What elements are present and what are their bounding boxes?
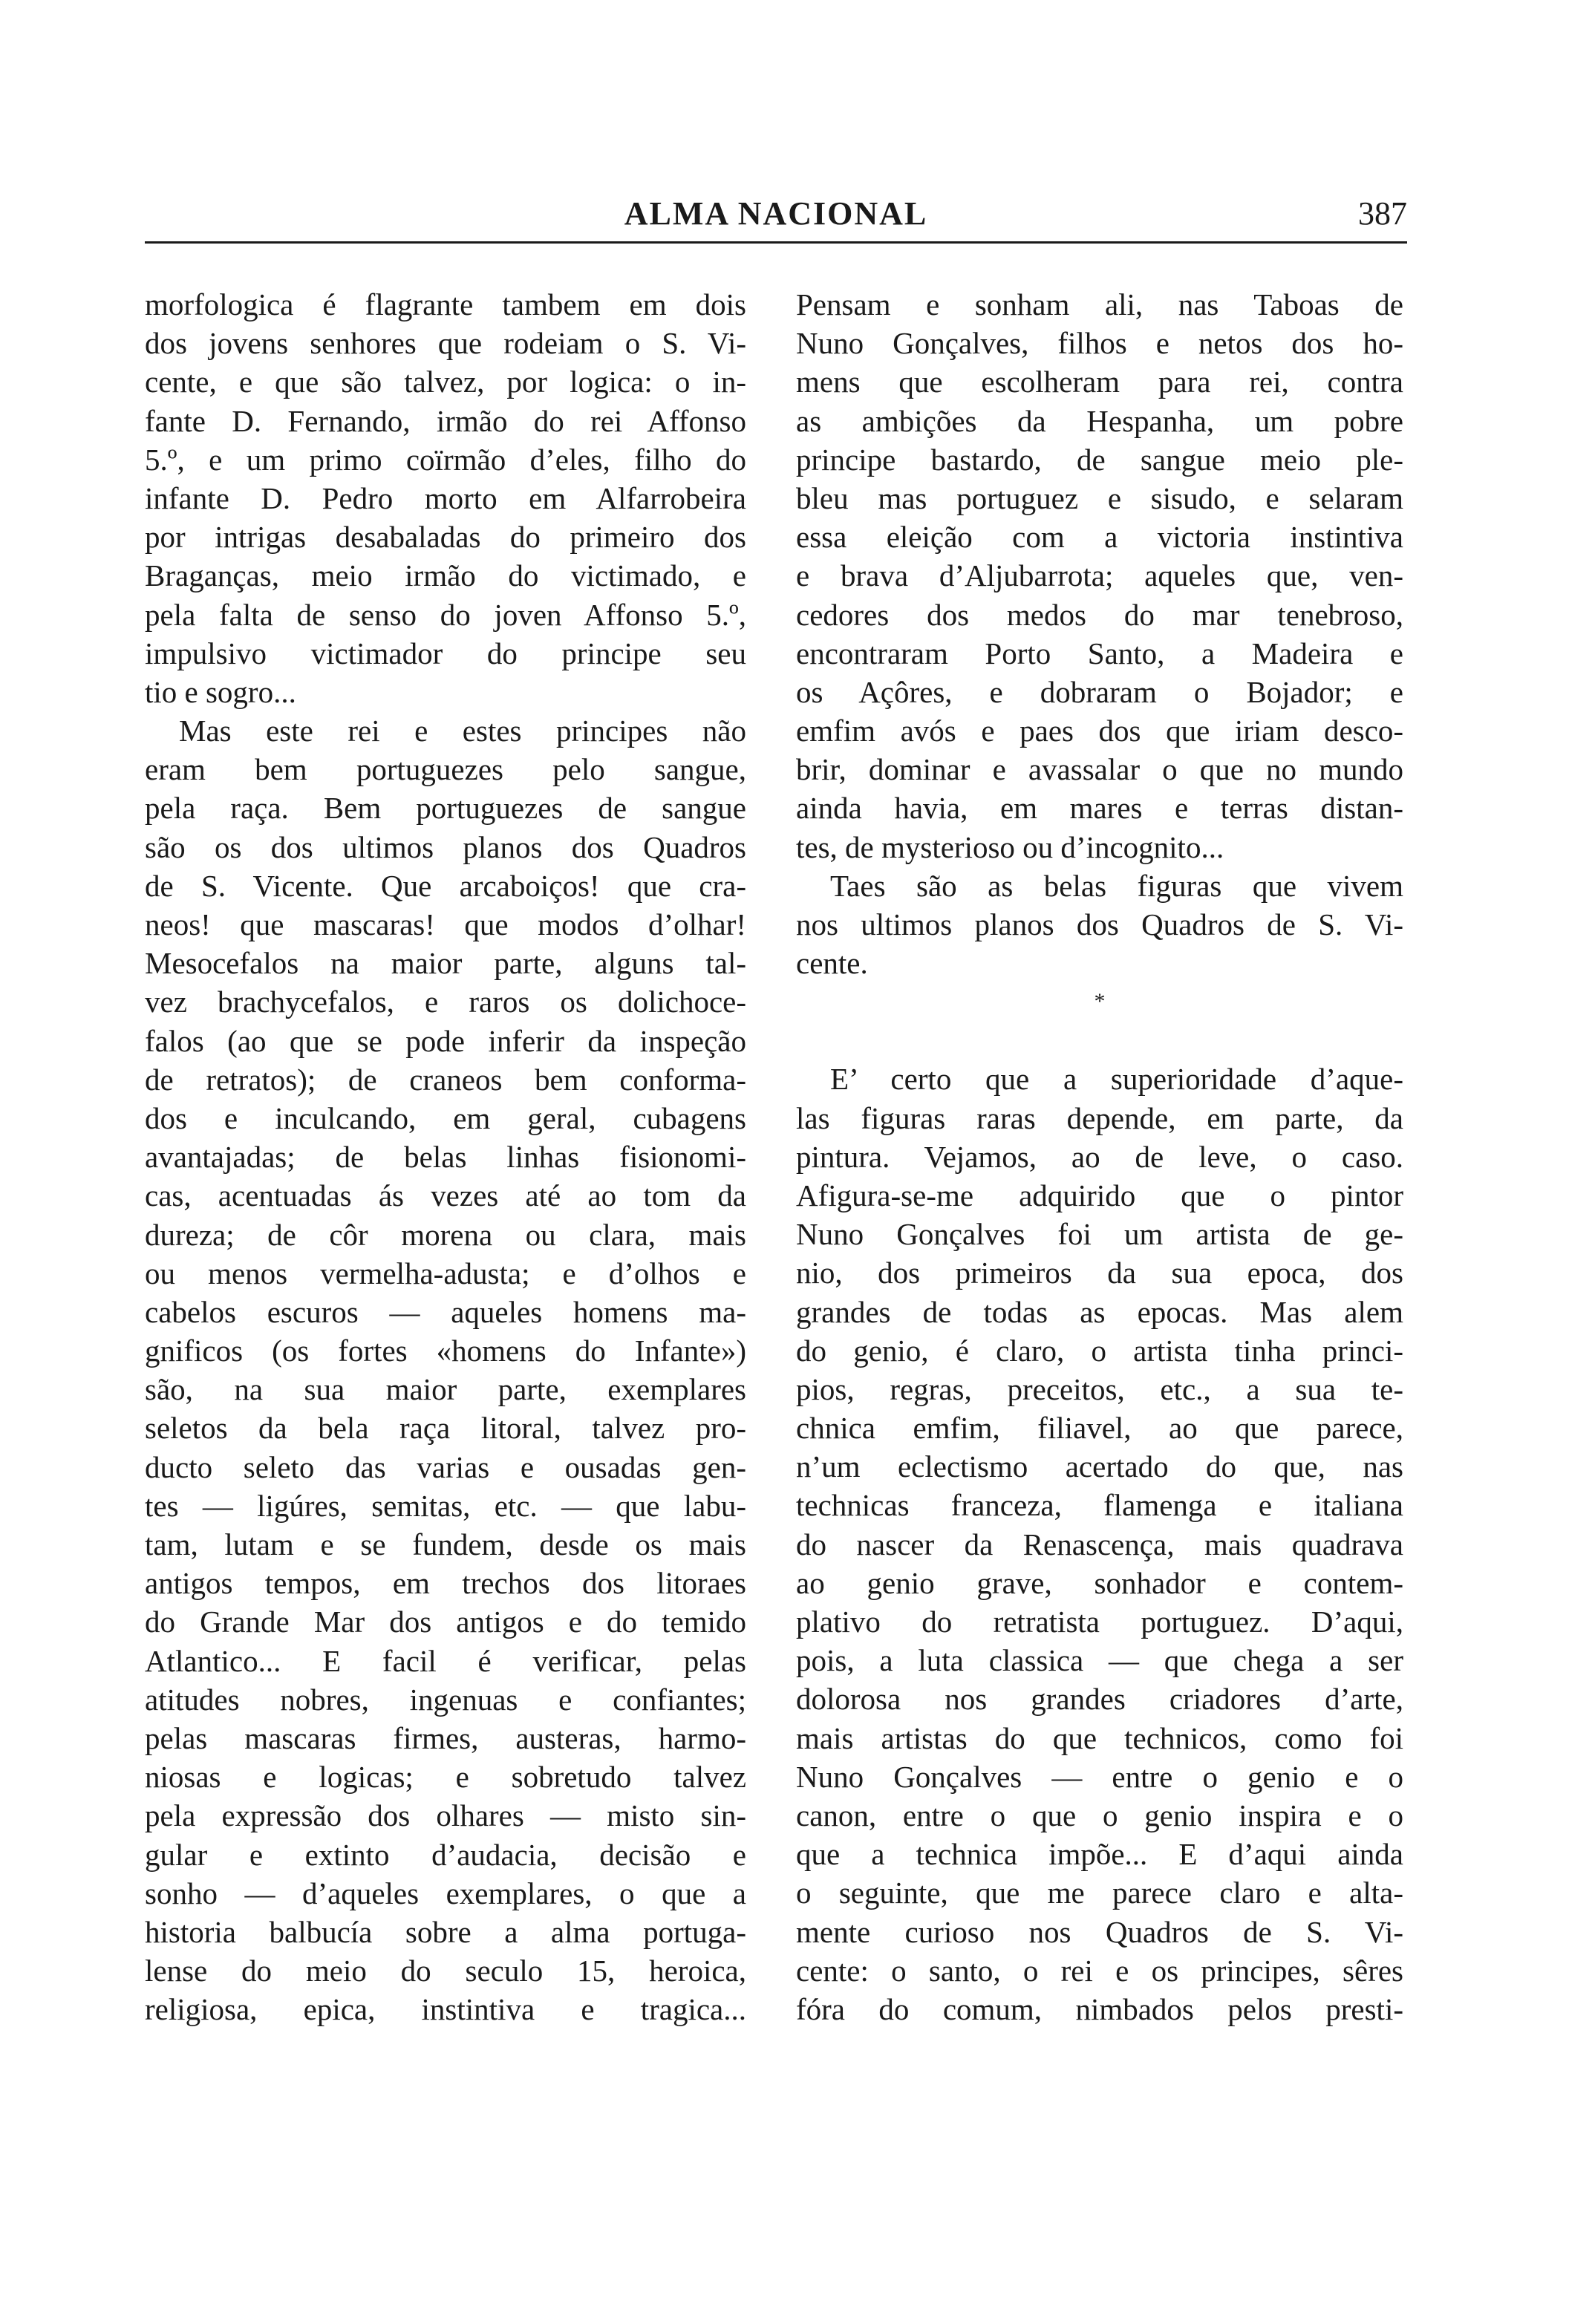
text-line: o seguinte, que me parece claro e alta- bbox=[796, 1876, 1403, 1910]
text-line: seletos da bela raça litoral, talvez pro- bbox=[145, 1411, 746, 1446]
text-line: brir, dominar e avassalar o que no mundo bbox=[796, 752, 1403, 787]
text-line: pelas mascaras firmes, austeras, harmo- bbox=[145, 1720, 746, 1755]
text-line: Nuno Gonçalves foi um artista de ge- bbox=[796, 1217, 1403, 1252]
running-title: ALMA NACIONAL bbox=[624, 195, 928, 232]
text-line: niosas e logicas; e sobretudo talvez bbox=[145, 1760, 746, 1795]
text-line: antigos tempos, em trechos dos litoraes bbox=[145, 1566, 746, 1601]
text-line: e brava d’Aljubarrota; aqueles que, ven- bbox=[796, 558, 1403, 593]
text-line: cedores dos medos do mar tenebroso, bbox=[796, 597, 1403, 632]
text-line: mais artistas do que technicos, como foi bbox=[796, 1720, 1403, 1755]
text-line: Braganças, meio irmão do victimado, e bbox=[145, 558, 746, 593]
text-line: são os dos ultimos planos dos Quadros bbox=[145, 829, 746, 864]
text-line: avantajadas; de belas linhas fisionomi- bbox=[145, 1140, 746, 1175]
text-line: pela raça. Bem portuguezes de sangue bbox=[145, 791, 746, 826]
text-line: Atlantico... E facil é verificar, pelas bbox=[145, 1643, 746, 1678]
text-line: infante D. Pedro morto em Alfarrobeira bbox=[145, 480, 746, 515]
text-line: historia balbucía sobre a alma portuga- bbox=[145, 1914, 746, 1949]
text-line: pela falta de senso do joven Affonso 5.º, bbox=[145, 597, 746, 632]
text-line: plativo do retratista portuguez. D’aqui, bbox=[796, 1605, 1403, 1639]
text-line: Mesocefalos na maior parte, alguns tal- bbox=[145, 946, 746, 981]
text-line: technicas franceza, flamenga e italiana bbox=[796, 1488, 1403, 1523]
text-line: eram bem portuguezes pelo sangue, bbox=[145, 752, 746, 787]
text-line: ou menos vermelha-adusta; e d’olhos e bbox=[145, 1256, 746, 1290]
text-line: pela expressão dos olhares — misto sin- bbox=[145, 1798, 746, 1833]
text-line: tes, de mysterioso ou d’incognito... bbox=[796, 829, 1224, 864]
text-line: dos jovens senhores que rodeiam o S. Vi- bbox=[145, 326, 746, 361]
text-line: chnica emfim, filiavel, ao que parece, bbox=[796, 1411, 1403, 1446]
text-line: nos ultimos planos dos Quadros de S. Vi- bbox=[796, 907, 1403, 941]
text-line: encontraram Porto Santo, a Madeira e bbox=[796, 636, 1403, 670]
text-line: n’um eclectismo acertado do que, nas bbox=[796, 1449, 1403, 1484]
text-line: de S. Vicente. Que arcaboiços! que cra- bbox=[145, 868, 746, 903]
text-line: dolorosa nos grandes criadores d’arte, bbox=[796, 1682, 1403, 1717]
text-line: emfim avós e paes dos que iriam desco- bbox=[796, 714, 1403, 748]
right-column bbox=[796, 285, 1403, 2028]
text-line: fóra do comum, nimbados pelos presti- bbox=[796, 1991, 1403, 2026]
text-line: sonho — d’aqueles exemplares, o que a bbox=[145, 1876, 746, 1910]
text-line: grandes de todas as epocas. Mas alem bbox=[796, 1294, 1403, 1329]
section-separator: * bbox=[1094, 989, 1106, 1014]
text-line: nio, dos primeiros da sua epoca, dos bbox=[796, 1256, 1403, 1290]
text-line: tio e sogro... bbox=[145, 674, 296, 709]
text-line: ao genio grave, sonhador e contem- bbox=[796, 1565, 1403, 1600]
text-line: tes — ligúres, semitas, etc. — que labu- bbox=[145, 1488, 746, 1523]
left-column bbox=[145, 285, 746, 2028]
text-line: os Açôres, e dobraram o Bojador; e bbox=[796, 674, 1403, 709]
text-line: cente. bbox=[796, 946, 868, 981]
text-line: Nuno Gonçalves, filhos e netos dos ho- bbox=[796, 326, 1403, 361]
page-header bbox=[145, 195, 1407, 236]
text-line: que a technica impõe... E d’aqui ainda bbox=[796, 1837, 1403, 1872]
text-line: principe bastardo, de sangue meio ple- bbox=[796, 442, 1403, 477]
text-line: 5.º, e um primo coïrmão d’eles, filho do bbox=[145, 442, 746, 477]
text-line: dureza; de côr morena ou clara, mais bbox=[145, 1217, 746, 1252]
text-line: E’ certo que a superioridade d’aque- bbox=[830, 1062, 1403, 1097]
text-line: ainda havia, em mares e terras distan- bbox=[796, 791, 1403, 826]
text-line: gular e extinto d’audacia, decisão e bbox=[145, 1837, 746, 1872]
text-line: mente curioso nos Quadros de S. Vi- bbox=[796, 1914, 1403, 1949]
text-line: as ambições da Hespanha, um pobre bbox=[796, 403, 1403, 438]
text-line: canon, entre o que o genio inspira e o bbox=[796, 1798, 1403, 1832]
text-line: Pensam e sonham ali, nas Taboas de bbox=[796, 287, 1403, 321]
text-line: do genio, é claro, o artista tinha princi- bbox=[796, 1333, 1403, 1368]
text-line: dos e inculcando, em geral, cubagens bbox=[145, 1100, 746, 1135]
text-line: morfologica é flagrante tambem em dois bbox=[145, 287, 746, 321]
text-line: Mas este rei e estes principes não bbox=[179, 714, 746, 748]
text-line: por intrigas desabaladas do primeiro dos bbox=[145, 520, 746, 555]
page-number: 387 bbox=[1358, 195, 1407, 232]
text-line: Taes são as belas figuras que vivem bbox=[830, 868, 1403, 903]
text-line: neos! que mascaras! que modos d’olhar! bbox=[145, 907, 746, 941]
text-line: pintura. Vejamos, ao de leve, o caso. bbox=[796, 1139, 1403, 1174]
text-line: cabelos escuros — aqueles homens ma- bbox=[145, 1294, 746, 1329]
text-line: essa eleição com a victoria instintiva bbox=[796, 520, 1403, 555]
text-line: do nascer da Renascença, mais quadrava bbox=[796, 1527, 1403, 1561]
text-line: bleu mas portuguez e sisudo, e selaram bbox=[796, 480, 1403, 515]
text-line: ducto seleto das varias e ousadas gen- bbox=[145, 1449, 746, 1484]
text-line: mens que escolheram para rei, contra bbox=[796, 365, 1403, 399]
text-line: do Grande Mar dos antigos e do temido bbox=[145, 1605, 746, 1639]
text-line: atitudes nobres, ingenuas e confiantes; bbox=[145, 1682, 746, 1717]
text-line: Nuno Gonçalves — entre o genio e o bbox=[796, 1759, 1403, 1794]
text-line: gnificos (os fortes «homens do Infante») bbox=[145, 1334, 746, 1368]
text-line: são, na sua maior parte, exemplares bbox=[145, 1372, 746, 1407]
text-line: tam, lutam e se fundem, desde os mais bbox=[145, 1527, 746, 1561]
text-line: vez brachycefalos, e raros os dolichoce- bbox=[145, 985, 746, 1019]
text-line: Afigura-se-me adquirido que o pintor bbox=[796, 1178, 1403, 1212]
text-line: cente, e que são talvez, por logica: o in- bbox=[145, 365, 746, 399]
header-rule bbox=[145, 241, 1407, 244]
text-line: falos (ao que se pode inferir da inspeção bbox=[145, 1023, 746, 1058]
text-line: lense do meio do seculo 15, heroica, bbox=[145, 1953, 746, 1988]
text-line: impulsivo victimador do principe seu bbox=[145, 636, 746, 670]
text-line: pios, regras, preceitos, etc., a sua te- bbox=[796, 1371, 1403, 1406]
text-line: cas, acentuadas ás vezes até ao tom da bbox=[145, 1178, 746, 1213]
text-line: religiosa, epica, instintiva e tragica... bbox=[145, 1992, 746, 2027]
text-line: de retratos); de craneos bem conforma- bbox=[145, 1062, 746, 1097]
text-line: pois, a luta classica — que chega a ser bbox=[796, 1643, 1403, 1678]
text-line: fante D. Fernando, irmão do rei Affonso bbox=[145, 403, 746, 438]
text-line: las figuras raras depende, em parte, da bbox=[796, 1100, 1403, 1135]
text-line: cente: o santo, o rei e os principes, sêres bbox=[796, 1953, 1403, 1988]
